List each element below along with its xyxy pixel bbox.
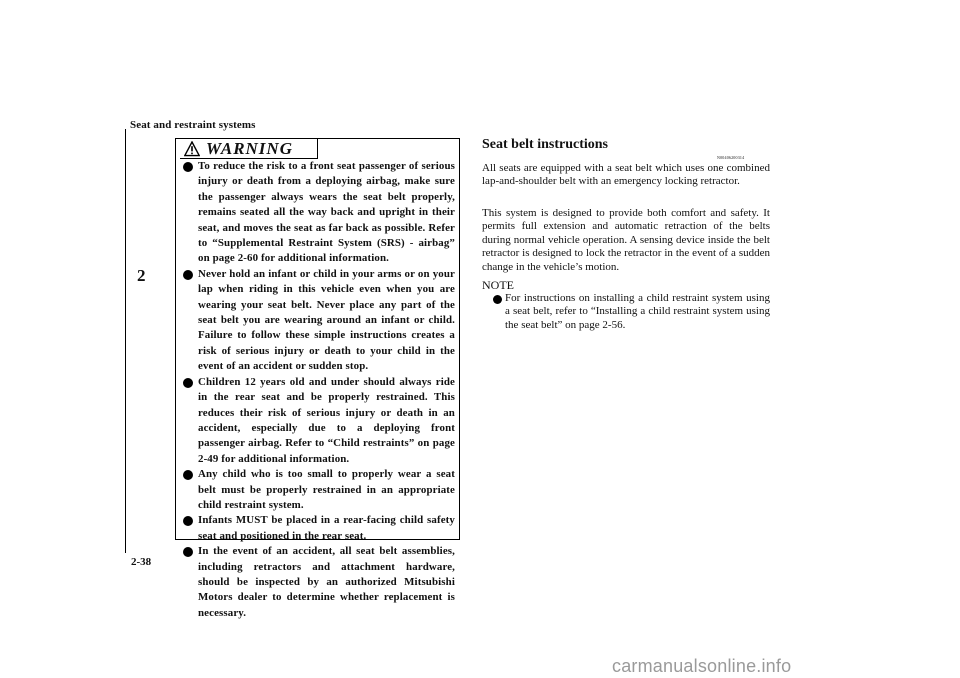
note-item (493, 292, 770, 332)
warning-list (182, 159, 455, 621)
chapter-tab-number: 2 (137, 266, 146, 285)
bullet-icon (183, 516, 193, 526)
bullet-icon (183, 162, 193, 172)
warning-item (182, 159, 455, 267)
section-title: Seat belt instructions (482, 137, 608, 152)
running-header: Seat and restraint systems (130, 119, 256, 131)
chapter-tab-divider (125, 129, 126, 553)
warning-item (182, 267, 455, 375)
warning-box (175, 138, 460, 619)
warning-item-text: Never hold an infant or child in your arms or on your lap when riding in this vehicle even when you are wearing your seat belt. Never place any part of the seat belt you are wearing around an infant or child. Failure to follow these simple instructions creates a risk of serious injury or death to your child in the event of an accident or sudden stop. (198, 267, 455, 373)
warning-item (182, 375, 455, 467)
body-paragraph: All seats are equipped with a seat belt which uses one combined lap-and-shoulder belt with an emergency locking retractor. (482, 162, 770, 188)
body-paragraph: This system is designed to provide both comfort and safety. It permits full extension and automatic retraction of the belts during normal vehicle operation. A sensing device inside the belt retractor is designed to lock the retractor in the event of a sudden change in the vehicle’s motion. (482, 207, 770, 273)
warning-item-text: Any child who is too small to properly wear a seat belt must be properly restrained in an appropriate child restraint system. (198, 468, 455, 511)
watermark: carmanualsonline.info (612, 656, 792, 676)
warning-header (180, 139, 318, 159)
page-number: 2-38 (131, 556, 152, 568)
warning-item (182, 513, 455, 544)
section-code: N00406200314 (717, 155, 745, 160)
bullet-icon (183, 270, 193, 280)
warning-item-text: To reduce the risk to a front seat passenger of serious injury or death from a deploying airbag, make sure the passenger always wears the seat belt properly, remains seated all the way back and upright in their seat, and moves the seat as far back as possible. Refer to “Supplemental Restraint System (SRS) - airbag” on page 2-60 for additional information. (198, 160, 455, 265)
bullet-icon (183, 470, 193, 480)
warning-item-text: In the event of an accident, all seat belt assemblies, including retractors and attachment hardware, should be inspected by an authorized Mitsubishi Motors dealer to determine whether replacement is necessary. (198, 545, 455, 619)
warning-item-text: Children 12 years old and under should always ride in the rear seat and be properly restrained. This reduces their risk of serious injury or death in an accident, especially due to a deploying front passenger airbag. Refer to “Child restraints” on page 2-49 for additional information. (198, 375, 455, 465)
warning-item (182, 544, 455, 621)
note-label: NOTE (482, 278, 514, 292)
bullet-icon (183, 547, 193, 557)
bullet-icon (493, 295, 502, 304)
warning-item-text: Infants MUST be placed in a rear-facing child safety seat and positioned in the rear seat. (198, 514, 455, 542)
warning-triangle-icon (184, 141, 200, 157)
warning-item (182, 467, 455, 513)
bullet-icon (183, 378, 193, 388)
note-item-text: For instructions on installing a child restraint system using a seat belt, refer to “Installing a child restraint system using the seat belt” on page 2-56. (505, 292, 770, 331)
warning-title: WARNING (206, 138, 293, 158)
